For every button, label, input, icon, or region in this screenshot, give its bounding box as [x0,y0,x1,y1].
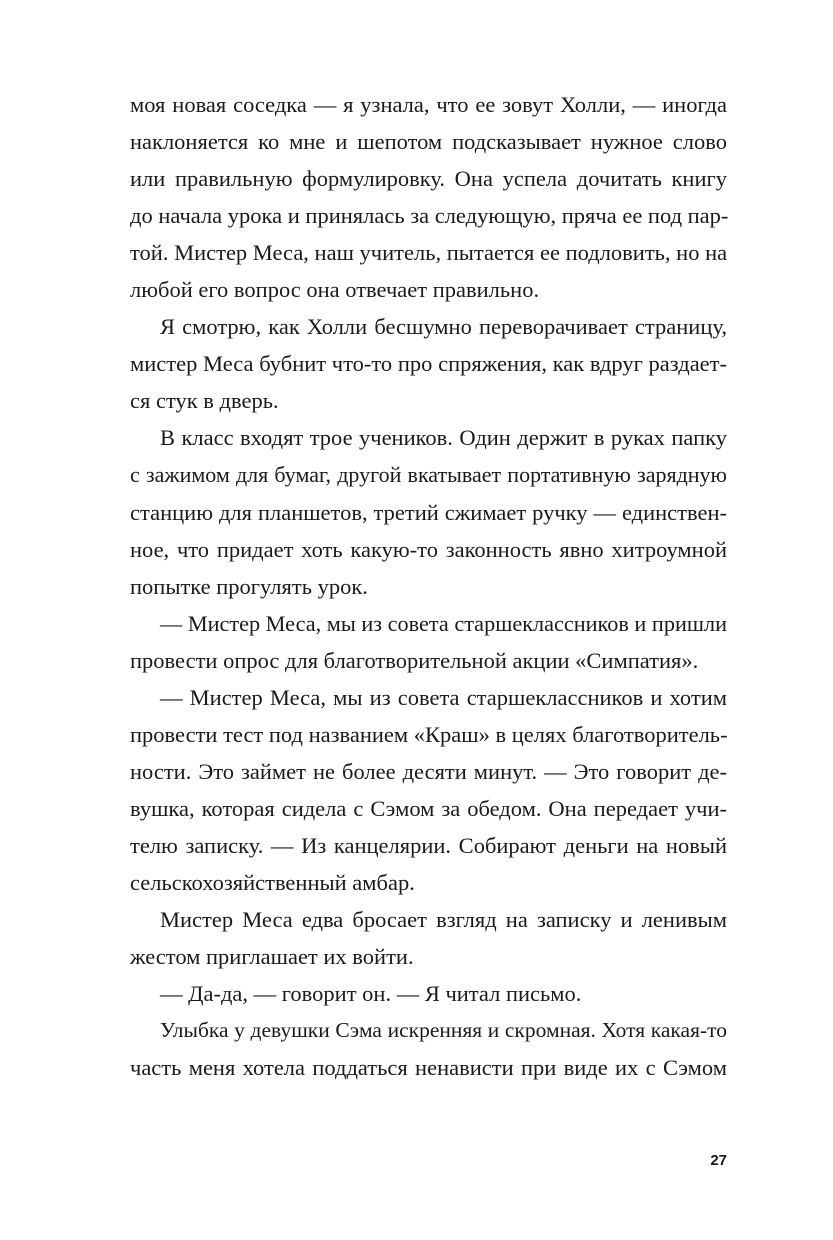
paragraph [130,605,727,679]
text-line: той. Мистер Меса, наш учитель, пытается ее подловить, но на [130,240,728,266]
paragraph [130,901,727,975]
paragraph [130,308,727,419]
text-line: — Да-да, — говорит он. — Я читал письмо. [160,981,582,1007]
paragraph [130,419,727,604]
text-line: Улыбка у девушки Сэма искренняя и скромная. Хотя какая-то [160,1018,727,1043]
text-line: ности. Это займет не более десяти минут. — Это говорит де- [130,758,727,784]
text-line: с зажимом для бумаг, другой вкатывает портативную зарядную [130,462,727,488]
text-line: провести тест под названием «Краш» в целях благотворитель- [130,721,728,747]
text-line: часть меня хотела поддаться ненависти при виде их с Сэмом [130,1055,727,1081]
page-number: 27 [710,1152,727,1169]
text-line: до начала урока и принялась за следующую, пряча ее под пар- [130,203,729,229]
text-line: мистер Меса бубнит что-то про спряжения, как вдруг раздает- [130,351,727,377]
text-line: или правильную формулировку. Она успела дочитать книгу [130,166,727,192]
text-line: провести опрос для благотворительной акции «Симпатия». [130,647,699,673]
text-line: сельскохозяйственный амбар. [130,869,415,895]
text-line: ся стук в дверь. [130,388,279,414]
text-line: станцию для планшетов, третий сжимает ручку — единствен- [130,499,727,525]
text-line: попытке прогулять урок. [130,573,368,599]
paragraph [130,86,727,308]
text-line: телю записку. — Из канцелярии. Собирают деньги на новый [130,832,727,858]
paragraph [130,975,727,1012]
body-text [130,86,727,1086]
paragraph [130,679,727,901]
paragraph [130,1012,727,1086]
text-line: ное, что придает хоть какую-то законность явно хитроумной [130,536,727,562]
text-line: жестом приглашает их войти. [130,944,414,970]
text-line: любой его вопрос она отвечает правильно. [130,277,540,303]
text-line: Мистер Меса едва бросает взгляд на записку и ленивым [160,907,727,933]
text-line: Я смотрю, как Холли бесшумно переворачивает страницу, [160,314,727,340]
text-line: — Мистер Меса, мы из совета старшеклассников и пришли [160,610,727,636]
text-line: вушка, которая сидела с Сэмом за обедом. Она передает учи- [130,795,727,821]
text-line: наклоняется ко мне и шепотом подсказывает нужное слово [130,129,727,155]
text-line: — Мистер Меса, мы из совета старшеклассников и хотим [160,684,727,710]
text-line: моя новая соседка — я узнала, что ее зовут Холли, — иногда [130,92,727,117]
text-line: В класс входят трое учеников. Один держит в руках папку [160,425,727,451]
